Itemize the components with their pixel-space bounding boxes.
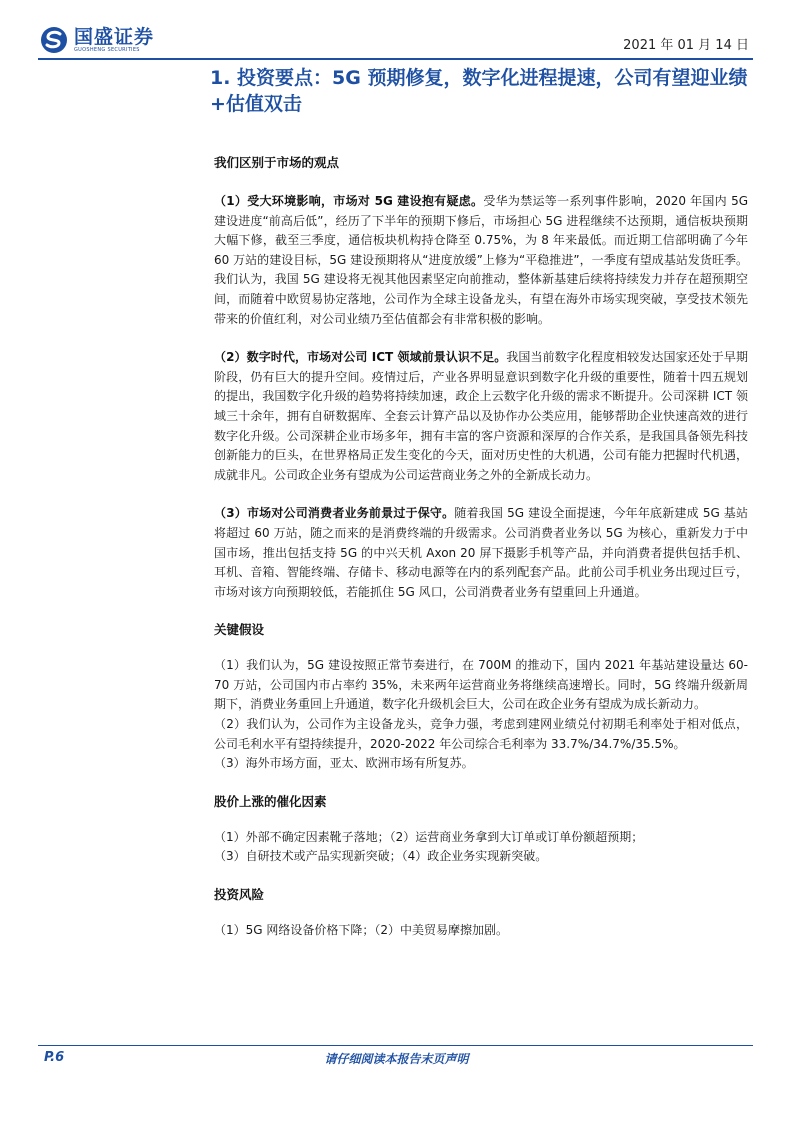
view-paragraph-3-lead: （3）市场对公司消费者业务前景过于保守。 bbox=[214, 506, 455, 521]
catalyst-line-1: （1）外部不确定因素靴子落地；（2）运营商业务拿到大订单或订单份额超预期； bbox=[214, 829, 644, 844]
view-paragraph-2-lead: （2）数字时代，市场对公司 ICT 领域前景认识不足。 bbox=[214, 350, 507, 365]
page-number: P.6 bbox=[44, 1050, 65, 1065]
report-date: 2021 年 01 月 14 日 bbox=[623, 38, 749, 53]
logo-english-name: GUOSHENG SECURITIES bbox=[74, 46, 140, 53]
view-paragraph-3-body: 随着我国 5G 建设全面提速，今年年底新建成 5G 基站将超过 60 万站，随之而来的是消费终端的升级需求。公司消费者业务以 5G 为核心，重新发力于中国市场，推出包括支持 5G 的中兴天机 Axon 20 屏下摄影手机等产品，并向消费者提供包括手机、耳机、音箱、智能终端、存储卡、移动电源等在内的系列配套产品。此前公司手机业务出现过巨亏，市场对该方向预期较低，若能抓住 5G 风口，公司消费者业务有望重回上升通道。 bbox=[214, 506, 748, 599]
page-title: 1. 投资要点：5G 预期修复，数字化进程提速，公司有望迎业绩+估值双击 bbox=[210, 67, 748, 115]
view-paragraph-1-lead: （1）受大环境影响，市场对 5G 建设抱有疑虑。 bbox=[214, 194, 484, 208]
view-paragraph-1 bbox=[214, 192, 748, 329]
catalyst-line-2: （3）自研技术或产品实现新突破；（4）政企业务实现新突破。 bbox=[214, 849, 548, 864]
view-paragraph-3 bbox=[214, 504, 748, 602]
section-heading-assumptions: 关键假设 bbox=[214, 622, 265, 638]
company-logo bbox=[40, 26, 154, 54]
section-heading-view: 我们区别于市场的观点 bbox=[214, 155, 340, 170]
header-divider bbox=[38, 58, 753, 60]
logo-chinese-name: 国盛证券 bbox=[74, 25, 155, 48]
assumption-1: （1）我们认为，5G 建设按照正常节奏进行，在 700M 的推动下，国内 2021 年基站建设量达 60-70 万站，公司国内市占率约 35%，未来两年运营商业务将继续高速增长。同时，5G 终端升级新周期下，消费业务重回上升通道，数字化升级机会巨大，公司在政企业务有望成为成长新动力。 bbox=[214, 658, 748, 712]
section-heading-risks: 投资风险 bbox=[214, 887, 265, 903]
guosheng-logo-icon bbox=[40, 26, 68, 54]
main-content bbox=[214, 150, 748, 941]
view-paragraph-2-body: 我国当前数字化程度相较发达国家还处于早期阶段，仍有巨大的提升空间。疫情过后，产业各界明显意识到数字化升级的重要性，随着十四五规划的提出，我国数字化升级的趋势将持续加速，政企上云数字化升级的需求不断提升。公司深耕 ICT 领域三十余年，拥有自研数据库、全套云计算产品以及协作办公类应用，能够帮助企业快速高效的进行数字化升级。公司深耕企业市场多年，拥有丰富的客户资源和深厚的合作关系，是我国具备领先科技创新能力的巨头，在世界格局正发生变化的今天，面对历史性的大机遇，公司有能力把握时代机遇，成就非凡。公司政企业务有望成为公司运营商业务之外的全新成长动力。 bbox=[214, 350, 748, 482]
assumption-3: （3）海外市场方面，亚太、欧洲市场有所复苏。 bbox=[214, 756, 474, 771]
section-heading-catalysts: 股价上涨的催化因素 bbox=[214, 793, 327, 809]
view-paragraph-1-body: 受华为禁运等一系列事件影响，2020 年国内 5G 建设进度“前高后低”，经历了下半年的预期下修后，市场担心 5G 进程继续不达预期，通信板块预期大幅下修，截至三季度，通信板块机构持仓降至 0.75%，为 8 年来最低。而近期工信部明确了今年 60 万站的建设目标，5G 建设预期将从“进度放缓”上修为“平稳推进”，一季度有望成基站发货旺季。我们认为，我国 5G 建设将无视其他因素坚定向前推动，整体新基建后续将持续发力并存在超预期空间，而随着中欧贸易协定落地，公司作为全球主设备龙头，有望在海外市场实现突破，享受技术领先带来的价值红利，对公司业绩乃至估值都会有非常积极的影响。 bbox=[214, 194, 749, 326]
assumption-2: （2）我们认为，公司作为主设备龙头，竞争力强，考虑到建网业绩兑付初期毛利率处于相对低点，公司毛利水平有望持续提升，2020-2022 年公司综合毛利率为 33.7%/34.7%/35.5%。 bbox=[214, 717, 748, 751]
risk-line-1: （1）5G 网络设备价格下降；（2）中美贸易摩擦加剧。 bbox=[214, 923, 509, 938]
footer-disclaimer: 请仔细阅读本报告末页声明 bbox=[324, 1052, 469, 1066]
view-paragraph-2 bbox=[214, 348, 748, 485]
footer-divider bbox=[38, 1045, 753, 1046]
